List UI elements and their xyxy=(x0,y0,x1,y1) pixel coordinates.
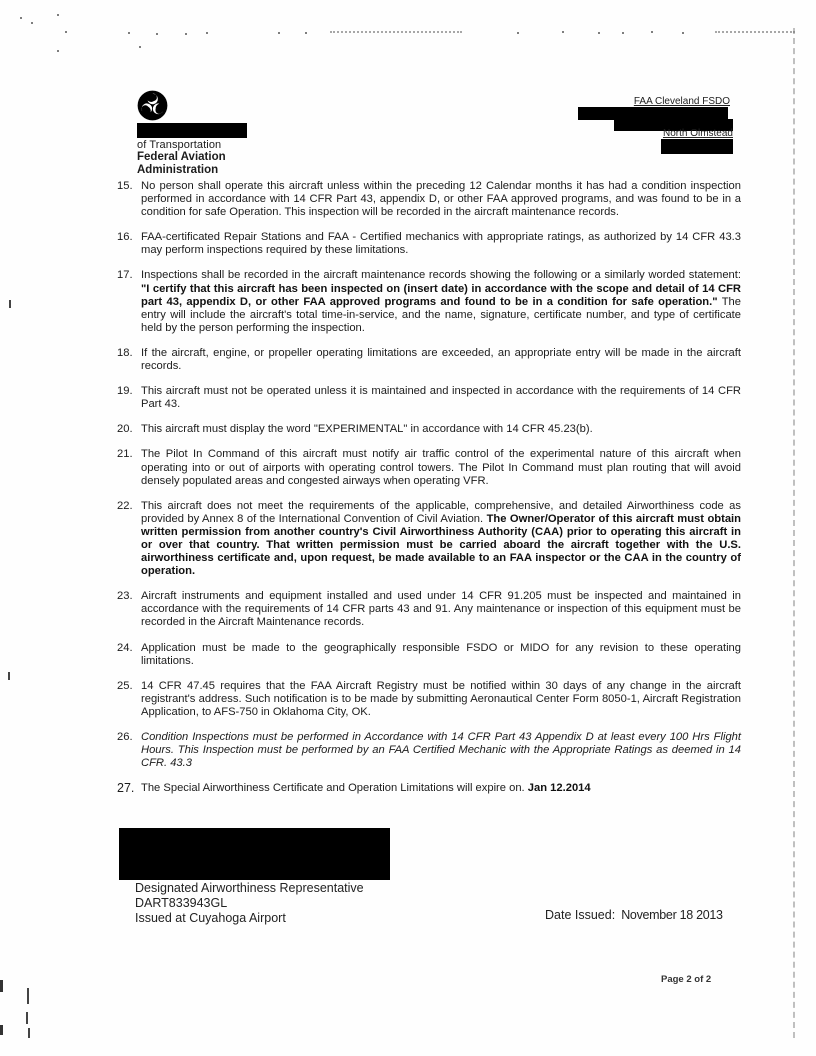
date-issued-value: November 18 2013 xyxy=(621,908,723,922)
scan-artifact xyxy=(139,46,141,48)
page-number-label: Page 2 of 2 xyxy=(661,974,712,985)
item-text: No person shall operate this aircraft unless within the preceding 12 Calendar months it has had a condition inspection performed in accordance with 14 CFR Part 43, appendix D, or other FAA approved programs, and was found to be in a condition for safe Operation. This inspection will be recorded in the aircraft maintenance records. xyxy=(141,180,741,219)
scan-artifact xyxy=(278,32,280,34)
scan-artifact xyxy=(185,33,187,35)
issued-at-label: Issued at Cuyahoga Airport xyxy=(135,911,286,925)
scan-artifact xyxy=(8,672,10,680)
limitation-item xyxy=(117,180,741,219)
redaction-department-name xyxy=(137,123,247,138)
limitation-item xyxy=(117,782,741,795)
scan-artifact xyxy=(517,32,519,34)
limitation-item xyxy=(117,423,741,436)
date-issued-label: Date Issued: xyxy=(545,908,616,922)
item-number: 15. xyxy=(117,180,133,192)
item-number: 20. xyxy=(117,423,133,436)
signatory-title-label: Designated Airworthiness Representative xyxy=(135,881,364,895)
scan-artifact xyxy=(330,31,462,33)
scan-artifact xyxy=(20,17,22,19)
item-number: 27. xyxy=(117,781,135,796)
item-text: If the aircraft, engine, or propeller operating limitations are exceeded, an appropriate entry will be made in the aircraft records. xyxy=(141,346,741,373)
limitation-item xyxy=(117,269,741,334)
scan-artifact xyxy=(31,22,33,24)
item-number: 18. xyxy=(117,346,133,359)
dar-number-label: DART833943GL xyxy=(135,896,228,910)
limitation-item xyxy=(117,448,741,487)
scan-artifact xyxy=(598,32,600,34)
item-text: This aircraft does not meet the requirements of the applicable, comprehensive, and detailed Airworthiness code as provided by Annex 8 of the International Convention of Civil Aviation. The Owner/Operator of this aircraft must obtain written permission from another country's Civil Airworthiness Authority (CAA) prior to operating this aircraft in or over that country. That written permission must be carried aboard the aircraft together with the U.S. airworthiness certificate and, upon request, be made available to an FAA inspector or the CAA in the country of operation. xyxy=(141,499,742,578)
item-number: 23. xyxy=(117,590,133,603)
scan-artifact xyxy=(26,1012,28,1024)
item-text: This aircraft must display the word "EXPERIMENTAL" in accordance with 14 CFR 45.23(b). xyxy=(141,423,593,436)
scan-artifact xyxy=(206,32,208,34)
scan-artifact xyxy=(793,28,795,1038)
agency-letterhead xyxy=(137,90,317,121)
scan-artifact xyxy=(0,980,3,992)
usdot-logo-icon xyxy=(137,90,168,121)
item-number: 21. xyxy=(117,448,133,461)
scan-artifact xyxy=(65,31,67,33)
item-number: 19. xyxy=(117,385,133,398)
scan-artifact xyxy=(57,50,59,52)
limitation-item xyxy=(117,231,741,257)
scan-artifact xyxy=(28,1028,30,1038)
scan-artifact xyxy=(651,31,653,33)
scan-artifact xyxy=(682,32,684,34)
item-text: The Special Airworthiness Certificate and Operation Limitations will expire on. Jan 12.2014 xyxy=(141,782,591,795)
scan-artifact xyxy=(715,31,795,33)
federal-aviation-label: Federal Aviation xyxy=(137,151,226,163)
operating-limitations-list xyxy=(117,180,741,807)
item-number: 16. xyxy=(117,231,133,244)
scan-artifact xyxy=(156,33,158,35)
date-issued xyxy=(545,908,723,922)
item-number: 22. xyxy=(117,499,133,512)
item-text: Inspections shall be recorded in the aircraft maintenance records showing the following or a similarly worded statement: "I certify that this aircraft has been inspected on (insert date) in accordance with the scope and detail of 14 CFR part 43, appendix D, or other FAA approved programs and found to be in a condition for safe operation." The entry will include the aircraft's total time-in-service, and the name, signature, certificate number, and type of certificate held by the person performing the inspection. xyxy=(141,269,741,334)
redaction-office-address-3 xyxy=(661,139,733,154)
limitation-item xyxy=(117,642,741,668)
scan-artifact xyxy=(128,32,130,34)
item-text: Aircraft instruments and equipment installed and used under 14 CFR 91.205 must be inspected and maintained in accordance with the requirements of 14 CFR parts 43 and 91. Any maintenance or inspection of this equipment must be recorded in the Aircraft Maintenance records. xyxy=(141,590,741,629)
redaction-signature xyxy=(119,828,390,880)
item-text: 14 CFR 47.45 requires that the FAA Aircraft Registry must be notified within 30 days of any change in the aircraft registrant's address. Such notification is to be made by submitting Aeronautical Center Form 8050-1, Aircraft Registration Application, to AFS-750 in Oklahoma City, OK. xyxy=(141,679,741,718)
office-city-label: North Olmstead xyxy=(662,128,733,139)
item-text: FAA-certificated Repair Stations and FAA - Certified mechanics with appropriate ratings, as authorized by 14 CFR 43.3 may perform inspections required by these limitations. xyxy=(141,231,741,257)
item-number: 17. xyxy=(117,269,133,282)
item-text: Condition Inspections must be performed in Accordance with 14 CFR Part 43 Appendix D at least every 100 Hrs Flight Hours. This Inspection must be performed by an FAA Certified Mechanic with the Appropriate Ratings as deemed in 14 CFR. 43.3 xyxy=(141,731,741,770)
dept-of-transportation-label: of Transportation xyxy=(137,139,222,151)
item-text: This aircraft must not be operated unless it is maintained and inspected in accordance with the requirements of 14 CFR Part 43. xyxy=(141,385,741,411)
limitation-item xyxy=(117,590,741,629)
limitation-item xyxy=(117,680,741,719)
scan-artifact xyxy=(562,31,564,33)
item-number: 26. xyxy=(117,731,133,743)
limitation-item xyxy=(117,347,741,373)
item-text: The Pilot In Command of this aircraft must notify air traffic control of the experimental nature of this aircraft when operating into or out of airports with operating control towers. The Pilot In Command must plan routing that will avoid densely populated areas and congested airways when operating VFR. xyxy=(141,448,741,487)
item-number: 25. xyxy=(117,679,133,692)
scan-artifact xyxy=(27,988,29,1004)
limitation-item xyxy=(117,385,741,411)
scan-artifact xyxy=(305,32,307,34)
scan-artifact xyxy=(9,300,11,308)
scan-artifact xyxy=(57,14,59,16)
scan-artifact xyxy=(0,1025,3,1035)
scan-artifact xyxy=(622,32,624,34)
limitation-item xyxy=(117,500,741,579)
item-text: Application must be made to the geographically responsible FSDO or MIDO for any revision to these operating limitations. xyxy=(141,641,741,667)
administration-label: Administration xyxy=(137,164,219,176)
item-number: 24. xyxy=(117,641,133,654)
issuing-office-label: FAA Cleveland FSDO xyxy=(633,96,730,107)
limitation-item xyxy=(117,731,741,770)
